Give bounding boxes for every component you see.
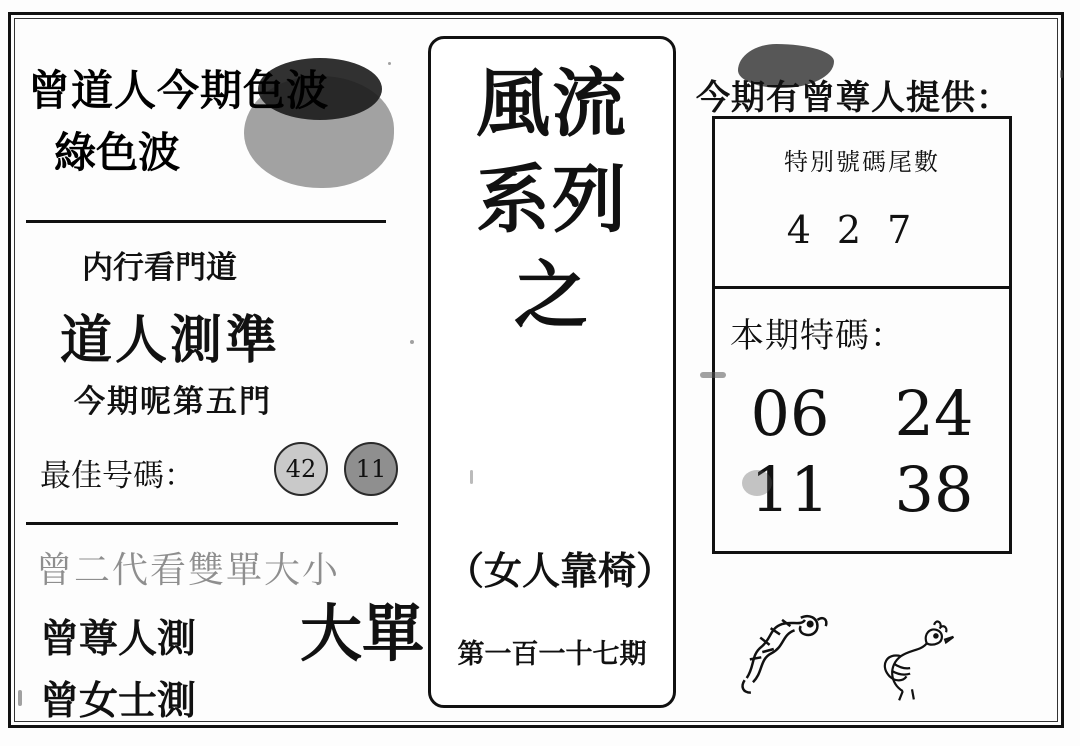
special-number-cell: 11 [750, 453, 830, 526]
divider-top [26, 220, 386, 223]
prediction-label-1: 曾尊人測 [40, 616, 197, 662]
special-number-row [720, 376, 1004, 452]
right-column [690, 30, 1056, 716]
left-column [22, 30, 425, 724]
scan-speckle [18, 690, 22, 706]
left-title-wave: 曾道人今期色波 [28, 66, 330, 115]
special-number-cell: 38 [894, 453, 974, 526]
scan-speckle [700, 372, 726, 378]
left-inner-saying: 内行看門道 [82, 250, 237, 286]
tail-digit-2: 2 [836, 208, 888, 252]
best-number-ball-1: 42 [274, 442, 328, 496]
right-header: 今期有曾尊人提供： [696, 78, 1011, 118]
left-men-line: 今期呢第五門 [74, 384, 272, 420]
scan-speckle [388, 62, 391, 65]
right-box-divider [712, 286, 1012, 289]
dragon-icon [728, 596, 832, 702]
center-issue-number: 第一百一十七期 [457, 639, 647, 670]
tail-digit-3: 7 [887, 208, 938, 252]
tail-digits-label: 特別號碼尾數 [784, 148, 940, 176]
rooster-icon [866, 610, 958, 706]
special-number-cell: 06 [750, 377, 830, 450]
scan-speckle [742, 470, 772, 496]
tail-digits-values [712, 208, 1012, 252]
prediction-value: 大單 [300, 597, 425, 670]
center-subtitle: （女人靠椅） [446, 548, 675, 593]
special-number-cell: 24 [894, 377, 974, 450]
scan-speckle [1060, 70, 1063, 78]
left-gray-line: 曾二代看雙單大小 [36, 550, 341, 591]
prediction-label-2: 曾女士測 [40, 678, 197, 724]
scan-speckle [410, 340, 414, 344]
tail-digit-1: 4 [786, 208, 837, 252]
center-title: 風流系列之 [476, 61, 628, 339]
scan-speckle [470, 470, 473, 484]
special-number-grid [720, 376, 1004, 528]
special-code-label: 本期特碼： [730, 316, 905, 356]
left-big-claim: 道人測準 [60, 310, 281, 371]
left-green-wave: 綠色波 [54, 128, 181, 177]
divider-bottom [26, 522, 398, 525]
best-number-label: 最佳号碼： [40, 458, 195, 494]
best-number-ball-2: 11 [344, 442, 398, 496]
